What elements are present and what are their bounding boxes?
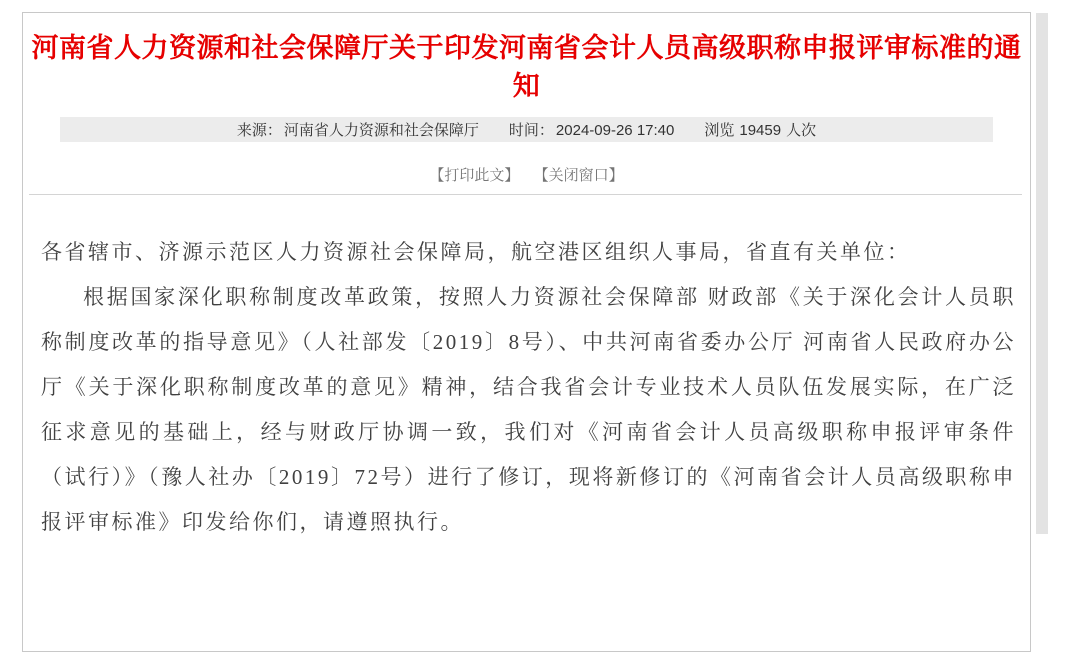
paragraph-salutation: 各省辖市、济源示范区人力资源社会保障局，航空港区组织人事局，省直有关单位： — [41, 240, 911, 264]
scrollbar[interactable] — [1036, 13, 1048, 534]
article-body — [41, 230, 1016, 545]
time-label: 时间： — [508, 122, 554, 139]
meta-time — [509, 119, 674, 140]
meta-views — [704, 119, 816, 140]
article-page — [22, 12, 1031, 652]
source-value: 河南省人力资源和社会保障厅 — [283, 122, 479, 139]
article-meta-bar — [60, 117, 993, 142]
article-title: 河南省人力资源和社会保障厅关于印发河南省会计人员高级职称申报评审标准的通知 — [31, 33, 1022, 101]
print-button[interactable]: 【打印此文】 — [429, 167, 520, 184]
views-count: 19459 — [739, 122, 782, 139]
divider — [29, 194, 1022, 195]
source-label: 来源： — [236, 122, 282, 139]
meta-source — [237, 119, 479, 140]
views-label: 浏览 — [704, 122, 735, 139]
close-window-button[interactable]: 【关闭窗口】 — [533, 167, 624, 184]
article-actions — [23, 166, 1030, 186]
views-suffix: 人次 — [786, 122, 817, 139]
paragraph-main: 根据国家深化职称制度改革政策，按照人力资源社会保障部 财政部《关于深化会计人员职称制度改革的指导意见》（人社部发〔2019〕8号）、中共河南省委办公厅 河南省人民政府办公厅《关于深化职称制度改革的意见》精神，结合我省会计专业技术人员队伍发展实际，在广泛征求意见的基础上，经与财政厅协调一致，我们对《河南省会计人员高级职称申报评审条件（试行）》（豫人社办〔2019〕72号）进行了修订，现将新修订的《河南省会计人员高级职称申报评审标准》印发给你们，请遵照执行。 — [41, 285, 1016, 534]
time-value: 2024-09-26 17:40 — [555, 122, 675, 139]
